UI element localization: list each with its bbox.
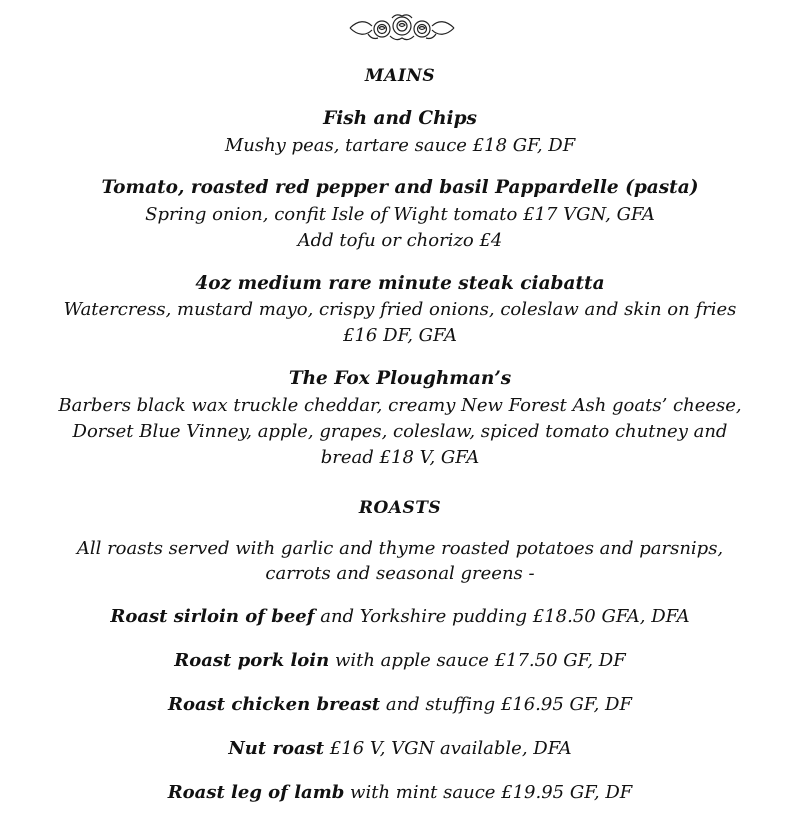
roasts-heading: ROASTS [358, 498, 442, 518]
roast-name: Roast leg of lamb [167, 782, 345, 803]
roast-name: Roast pork loin [174, 650, 330, 671]
rose-flourish-icon [348, 12, 456, 44]
roast-item [0, 606, 800, 627]
dish-description: Dorset Blue Vinney, apple, grapes, coleslaw, spiced tomato chutney and [72, 421, 728, 442]
dish-description: Watercress, mustard mayo, crispy fried onions, coleslaw and skin on fries [63, 299, 737, 320]
roast-details: and stuffing £16.95 GF, DF [380, 694, 632, 715]
roast-name: Nut roast [228, 738, 325, 759]
dish-description: Add tofu or chorizo £4 [297, 230, 503, 251]
roast-name: Roast chicken breast [168, 694, 381, 715]
roast-details: £16 V, VGN available, DFA [324, 738, 572, 759]
roasts-intro: carrots and seasonal greens - [265, 563, 535, 584]
dish-name: The Fox Ploughman’s [288, 368, 512, 389]
roast-details: with apple sauce £17.50 GF, DF [329, 650, 626, 671]
dish-name: Tomato, roasted red pepper and basil Pappardelle (pasta) [101, 177, 699, 198]
roast-details: and Yorkshire pudding £18.50 GFA, DFA [314, 606, 690, 627]
dish-description: £16 DF, GFA [343, 325, 457, 346]
dish-name: Fish and Chips [323, 108, 477, 129]
dish-description: bread £18 V, GFA [320, 447, 480, 468]
roasts-intro: All roasts served with garlic and thyme roasted potatoes and parsnips, [76, 538, 724, 559]
roast-item [0, 694, 800, 715]
dish-description: Mushy peas, tartare sauce £18 GF, DF [224, 135, 576, 156]
roast-item [0, 782, 800, 803]
mains-heading: MAINS [364, 66, 436, 86]
roast-item [0, 738, 800, 759]
dish-description: Spring onion, confit Isle of Wight tomato £17 VGN, GFA [145, 204, 655, 225]
roast-details: with mint sauce £19.95 GF, DF [344, 782, 633, 803]
dish-description: Barbers black wax truckle cheddar, creamy New Forest Ash goats’ cheese, [58, 395, 742, 416]
roast-name: Roast sirloin of beef [110, 606, 315, 627]
dish-name: 4oz medium rare minute steak ciabatta [195, 273, 605, 294]
roast-item [0, 650, 800, 671]
